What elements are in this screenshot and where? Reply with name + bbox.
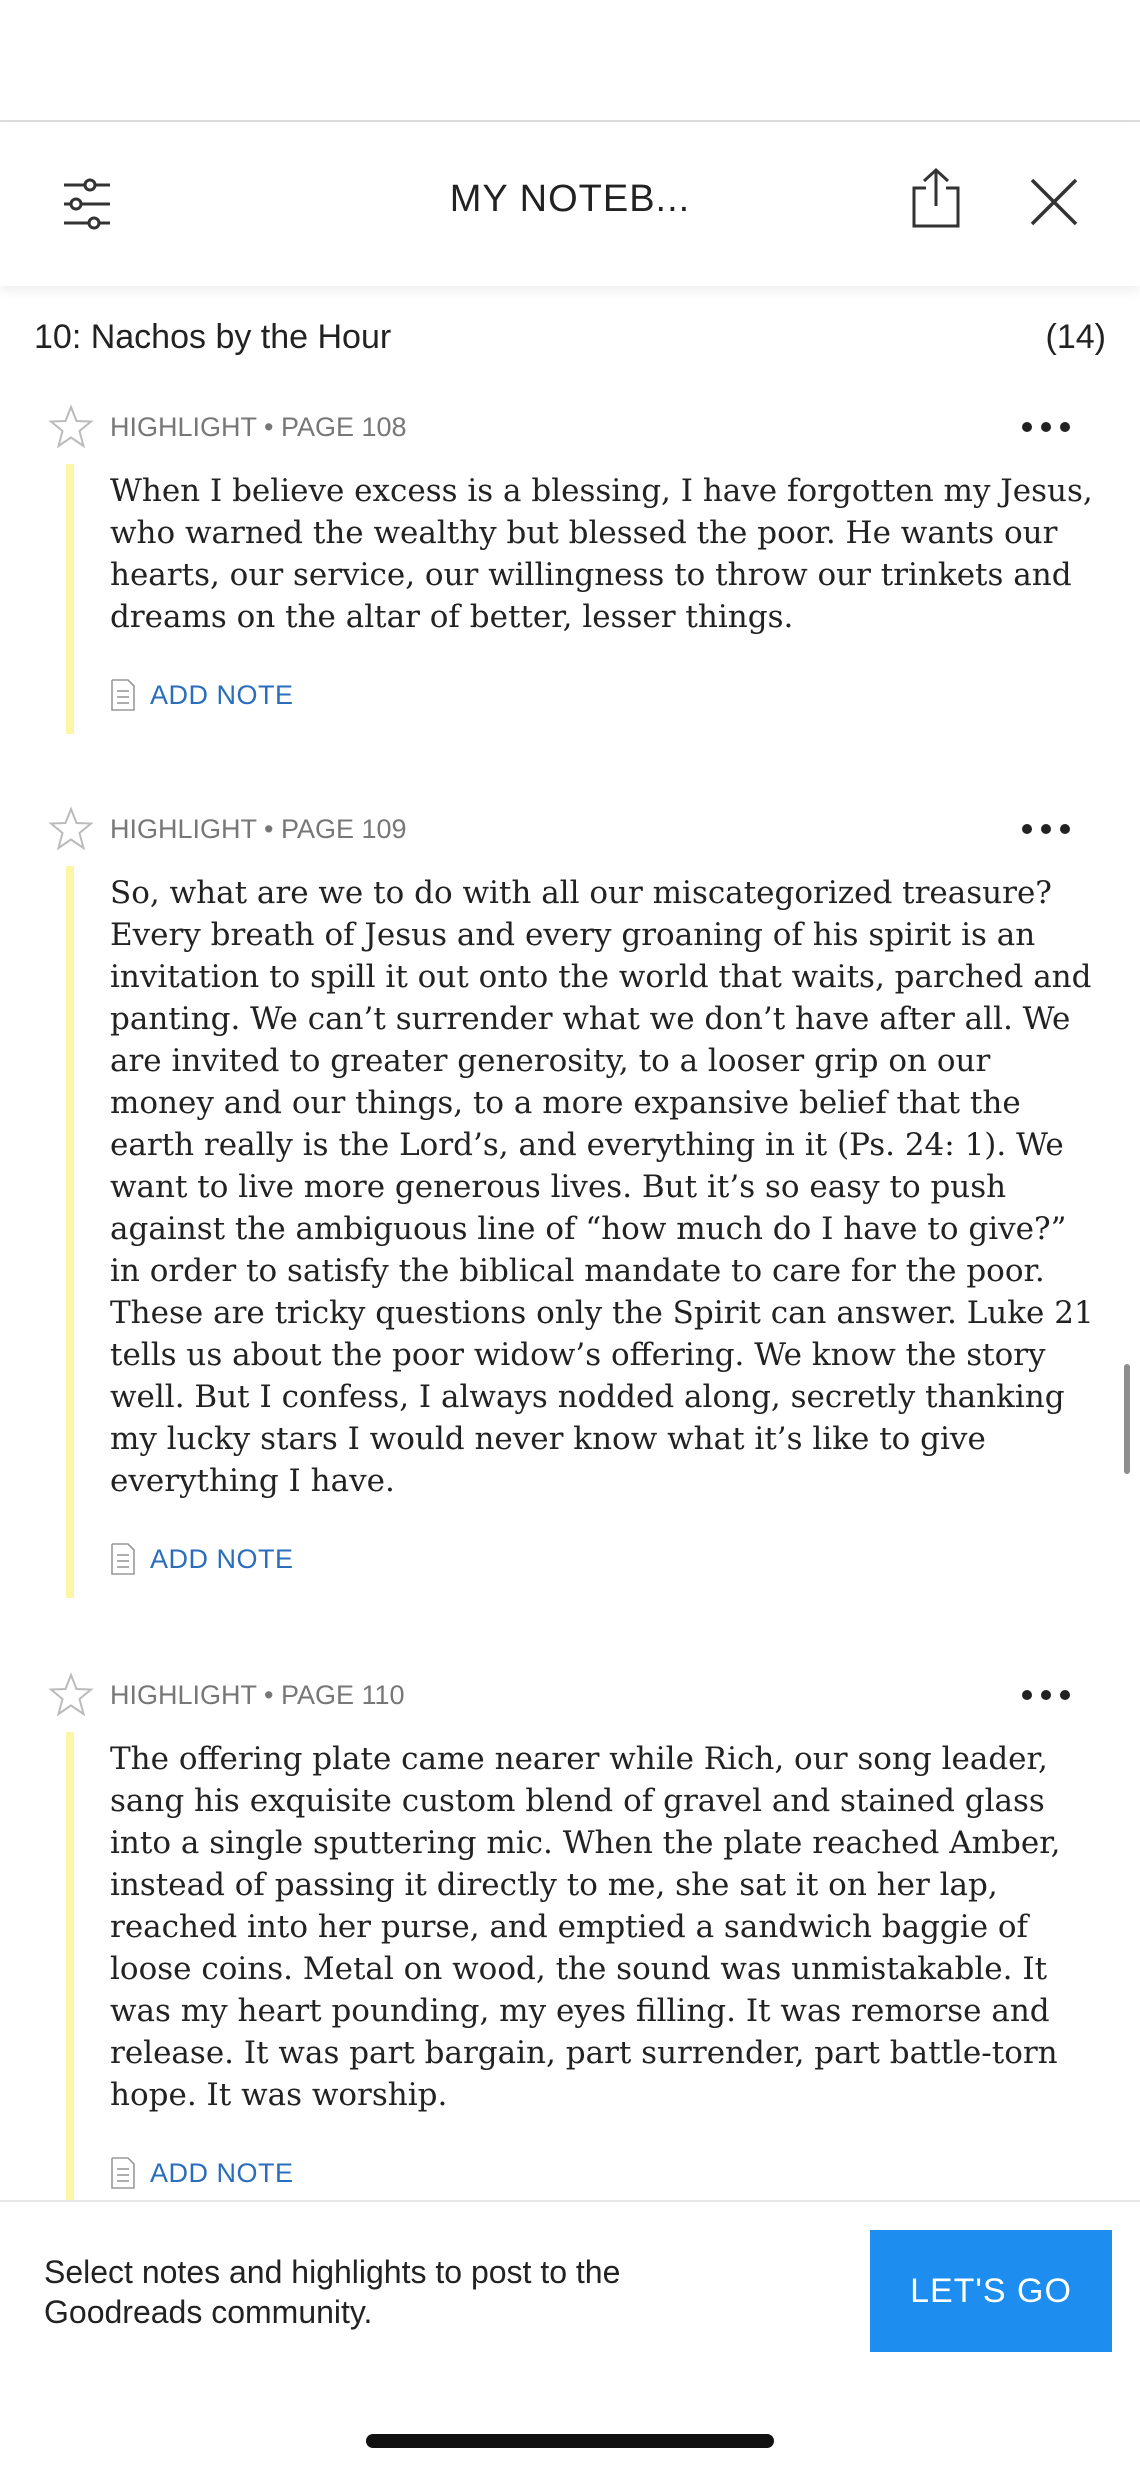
post-to-goodreads-bar [0, 2200, 1140, 2467]
more-options-button[interactable] [1022, 1680, 1086, 1710]
post-prompt: Select notes and highlights to post to the Goodreads community. [44, 2254, 621, 2330]
share-button[interactable] [908, 166, 964, 230]
add-note-label: ADD NOTE [150, 2157, 294, 2188]
highlight-item [0, 404, 1140, 734]
share-icon [908, 166, 964, 230]
status-bar-area [0, 0, 1140, 122]
note-icon [110, 2156, 136, 2190]
highlight-item [0, 1672, 1140, 2212]
star-toggle[interactable] [48, 806, 94, 852]
highlight-text[interactable]: The offering plate came nearer while Rich, our song leader, sang his exquisite custom blend of gravel and stained glass into a single sputtering mic. When the plate reached Amber, instead of passing it directly to me, she sat it on her lap, reached into her purse, and emptied a sandwich baggie of loose coins. Metal on wood, the sound was unmistakable. It was my heart pounding, my eyes filling. It was remorse and release. It was part bargain, part surrender, part battle-torn hope. It was worship. [110, 1741, 1061, 2113]
more-horizontal-icon [1022, 1690, 1032, 1700]
chapter-title: 10: Nachos by the Hour [34, 318, 392, 356]
more-horizontal-icon [1022, 422, 1032, 432]
add-note-button[interactable] [110, 678, 1100, 734]
add-note-label: ADD NOTE [150, 1543, 294, 1574]
scrollbar-thumb[interactable] [1124, 1364, 1130, 1474]
highlight-text[interactable]: So, what are we to do with all our miscategorized treasure? Every breath of Jesus and every groaning of his spirit is an invitation to spill it out onto the world that waits, parched and panting. We can’t surrender what we don’t have after all. We are invited to greater generosity, to a looser grip on our money and our things, to a more expansive belief that the earth really is the Lord’s, and everything in it (Ps. 24: 1). We want to live more generous lives. But it’s so easy to push against the ambiguous line of “how much do I have to give?” in order to satisfy the biblical mandate to care for the poor. These are tricky questions only the Spirit can answer. Luke 21 tells us about the poor widow’s offering. We know the story well. But I confess, I always nodded along, secretly thanking my lucky stars I would never know what it’s like to give everything I have. [110, 875, 1094, 1499]
highlight-text[interactable]: When I believe excess is a blessing, I have forgotten my Jesus, who warned the wealthy but blessed the poor. He wants our hearts, our service, our willingness to throw our trinkets and dreams on the altar of better, lesser things. [110, 473, 1093, 635]
add-note-label: ADD NOTE [150, 679, 294, 710]
home-indicator [366, 2434, 774, 2448]
note-icon [110, 678, 136, 712]
highlight-body [66, 1732, 1140, 2212]
add-note-button[interactable] [110, 1542, 1100, 1598]
more-options-button[interactable] [1022, 814, 1086, 844]
star-toggle[interactable] [48, 1672, 94, 1718]
highlight-meta: HIGHLIGHT • PAGE 109 [110, 814, 407, 844]
highlight-meta: HIGHLIGHT • PAGE 108 [110, 412, 407, 442]
close-button[interactable] [1026, 174, 1082, 230]
star-outline-icon [48, 1672, 94, 1718]
highlight-meta: HIGHLIGHT • PAGE 110 [110, 1680, 405, 1710]
highlight-meta-row [0, 1672, 1140, 1732]
filter-button[interactable] [60, 177, 114, 231]
more-horizontal-icon [1022, 824, 1032, 834]
star-outline-icon [48, 806, 94, 852]
chapter-count: (14) [1045, 318, 1106, 356]
highlight-meta-row [0, 404, 1140, 464]
sliders-icon [60, 177, 114, 231]
more-options-button[interactable] [1022, 412, 1086, 442]
highlight-item [0, 806, 1140, 1598]
close-icon [1026, 174, 1082, 230]
highlight-meta-row [0, 806, 1140, 866]
highlight-body [66, 866, 1140, 1598]
note-icon [110, 1542, 136, 1576]
highlight-body [66, 464, 1140, 734]
notebook-header [0, 122, 1140, 286]
star-outline-icon [48, 404, 94, 450]
page-title: MY NOTEB... [449, 178, 691, 220]
star-toggle[interactable] [48, 404, 94, 450]
lets-go-button[interactable]: LET'S GO [870, 2230, 1112, 2352]
chapter-header [34, 318, 1106, 366]
